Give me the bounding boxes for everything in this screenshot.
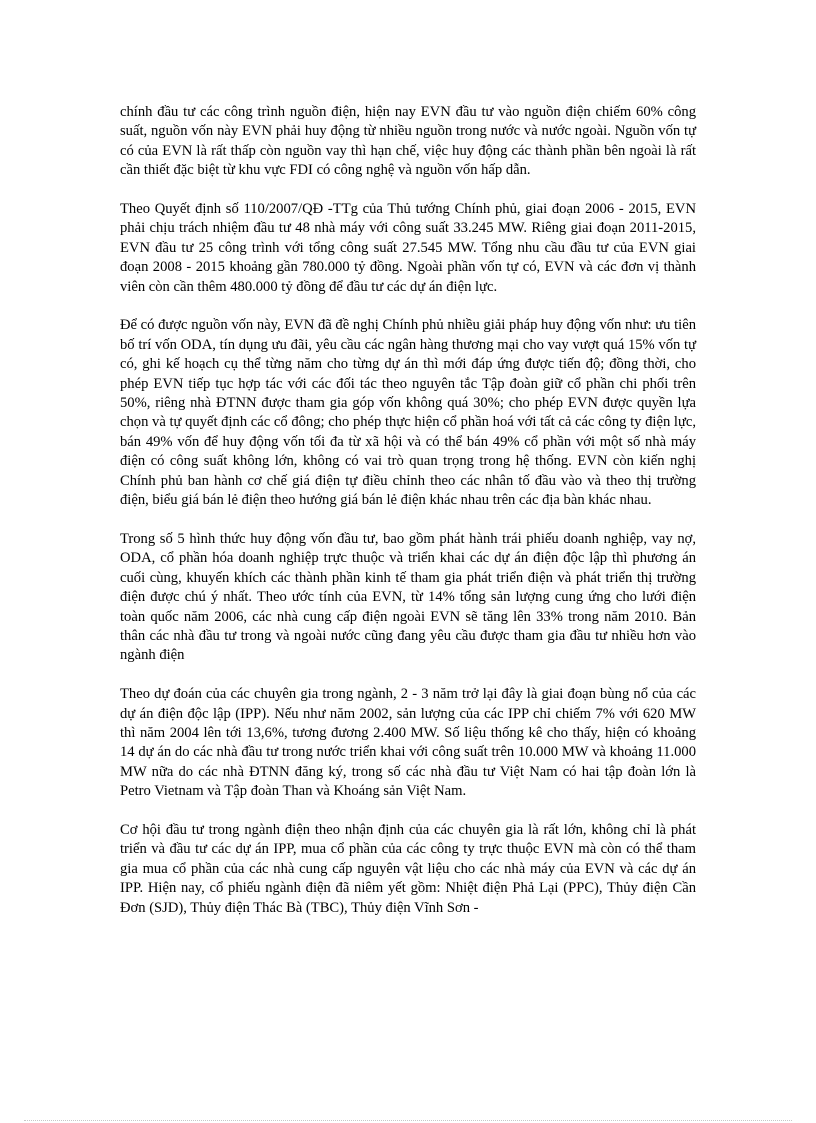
paragraph-4: Trong số 5 hình thức huy động vốn đầu tư, bao gồm phát hành trái phiếu doanh nghiệp, vay nợ, ODA, cổ phần hóa doanh nghiệp trực thuộc và triển khai các dự án điện độc lập thì phương án cuối cùng, khuyến khích các thành phần kinh tế tham gia phát triển điện và phát triển thị trường điện được chú ý nhất. Theo ước tính của EVN, từ 14% tổng sản lượng cung ứng cho lưới điện toàn quốc năm 2006, các nhà cung cấp điện ngoài EVN sẽ tăng lên 33% trong năm 2010. Bản thân các nhà đầu tư trong và ngoài nước cũng đang yêu cầu được tham gia đầu tư nhiều hơn vào ngành điện xyxy=(120,530,696,664)
page-bottom-divider xyxy=(24,1120,792,1121)
paragraph-2: Theo Quyết định số 110/2007/QĐ -TTg của Thủ tướng Chính phủ, giai đoạn 2006 - 2015, EVN phải chịu trách nhiệm đầu tư 48 nhà máy với công suất 33.245 MW. Riêng giai đoạn 2011-2015, EVN đầu tư 25 công trình với tổng công suất 27.545 MW. Tổng nhu cầu đầu tư của EVN giai đoạn 2008 - 2015 khoảng gần 780.000 tỷ đồng. Ngoài phần vốn tự có, EVN và các đơn vị thành viên còn cần thêm 480.000 tỷ đồng để đầu tư các dự án điện lực. xyxy=(120,201,696,295)
paragraph-3: Để có được nguồn vốn này, EVN đã đề nghị Chính phủ nhiều giải pháp huy động vốn như: ưu tiên bố trí vốn ODA, tín dụng ưu đãi, yêu cầu các ngân hàng thương mại cho vay vượt quá 15% vốn tự có, ghi kế hoạch cụ thể từng năm cho từng dự án thì mới đáp ứng được tiến độ; đồng thời, cho phép EVN tiếp tục hợp tác với các đối tác theo nguyên tắc Tập đoàn giữ cổ phần chi phối trên 50%, riêng nhà ĐTNN được tham gia góp vốn không quá 30%; cho phép EVN được quyền lựa chọn và tự quyết định các cổ đông; cho phép thực hiện cổ phần hoá với tất cả các công ty điện lực, bán 49% vốn để huy động vốn tối đa từ xã hội và có thể bán 49% cổ phần với một số nhà máy điện có công suất không lớn, không có vai trò quan trọng trong hệ thống. EVN còn kiến nghị Chính phủ ban hành cơ chế giá điện tự điều chỉnh theo các nhân tố đầu vào và theo thị trường điện, biểu giá bán lẻ điện theo hướng giá bán lẻ điện khác nhau trên các địa bàn khác nhau. xyxy=(120,317,696,509)
document-body xyxy=(120,103,696,918)
paragraph-5: Theo dự đoán của các chuyên gia trong ngành, 2 - 3 năm trở lại đây là giai đoạn bùng nổ của các dự án điện độc lập (IPP). Nếu như năm 2002, sản lượng của các IPP chỉ chiếm 7% với 620 MW thì năm 2004 lên tới 13,6%, tương đương 2.400 MW. Số liệu thống kê cho thấy, hiện có khoảng 14 dự án do các nhà đầu tư trong nước triển khai với công suất trên 10.000 MW và khoảng 11.000 MW nữa do các nhà ĐTNN đăng ký, trong số các nhà đầu tư Việt Nam có hai tập đoàn lớn là Petro Vietnam và Tập đoàn Than và Khoáng sản Việt Nam. xyxy=(120,686,696,800)
paragraph-1: chính đầu tư các công trình nguồn điện, hiện nay EVN đầu tư vào nguồn điện chiếm 60% công suất, nguồn vốn này EVN phải huy động từ nhiều nguồn trong nước và nước ngoài. Nguồn vốn tự có của EVN là rất thấp còn nguồn vay thì hạn chế, việc huy động các thành phần bên ngoài là rất cần thiết đặc biệt từ khu vực FDI có công nghệ và nguồn vốn hấp dẫn. xyxy=(120,104,696,179)
paragraph-6: Cơ hội đầu tư trong ngành điện theo nhận định của các chuyên gia là rất lớn, không chỉ là phát triển và đầu tư các dự án IPP, mua cổ phần của các công ty trực thuộc EVN mà còn có thể tham gia mua cổ phần của các nhà cung cấp nguyên vật liệu cho các nhà máy của EVN và các dự án IPP. Hiện nay, cổ phiếu ngành điện đã niêm yết gồm: Nhiệt điện Phả Lại (PPC), Thủy điện Cần Đơn (SJD), Thủy điện Thác Bà (TBC), Thủy điện Vĩnh Sơn - xyxy=(120,821,696,916)
